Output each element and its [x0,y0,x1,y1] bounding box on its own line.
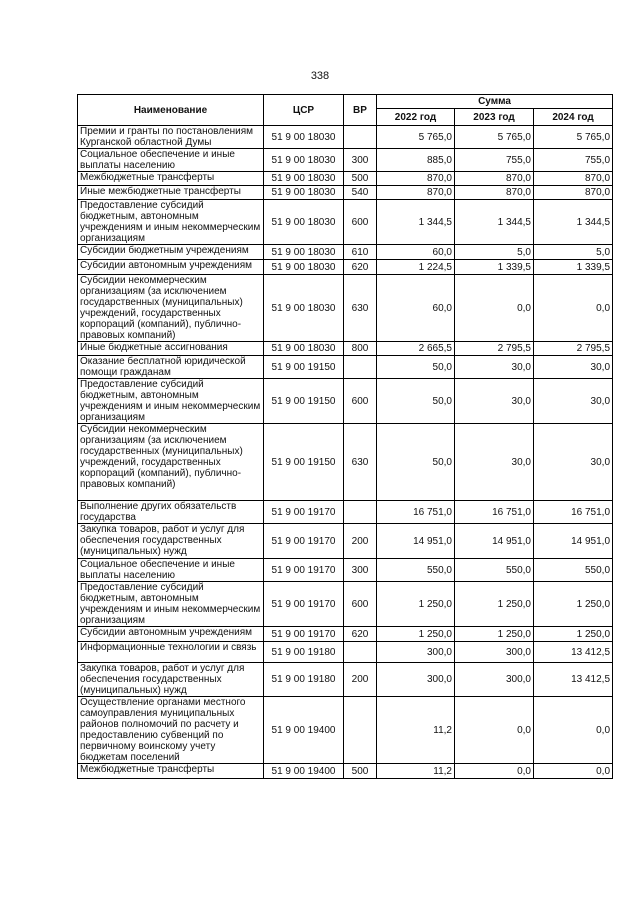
row-2022-cell: 60,0 [377,275,455,342]
row-2023-cell: 5,0 [455,245,534,260]
row-2024-cell: 0,0 [534,764,613,779]
row-vr-cell: 600 [344,379,377,424]
row-2024-cell: 1 344,5 [534,200,613,245]
row-2023-cell: 16 751,0 [455,501,534,524]
row-vr-cell: 630 [344,275,377,342]
row-name-cell: Иные бюджетные ассигнования [78,342,264,356]
header-year-2022: 2022 год [377,109,455,126]
row-vr-cell: 800 [344,342,377,356]
row-vr-cell [344,697,377,764]
row-2024-cell: 5 765,0 [534,126,613,149]
row-vr-cell: 300 [344,559,377,582]
row-2024-cell: 1 250,0 [534,627,613,642]
row-2024-cell: 870,0 [534,186,613,200]
row-2024-cell: 14 951,0 [534,524,613,559]
table-row [78,501,613,524]
table-row [78,200,613,245]
row-2023-cell: 1 339,5 [455,260,534,275]
row-2024-cell: 0,0 [534,697,613,764]
header-csr: ЦСР [264,95,344,126]
table-header [78,95,613,126]
row-2024-cell: 16 751,0 [534,501,613,524]
row-2022-cell: 550,0 [377,559,455,582]
table-row [78,627,613,642]
row-2024-cell: 5,0 [534,245,613,260]
row-2022-cell: 14 951,0 [377,524,455,559]
row-name-cell: Оказание бесплатной юридической помощи гражданам [78,356,264,379]
row-name-cell: Выполнение других обязательств государства [78,501,264,524]
row-csr-cell: 51 9 00 19150 [264,424,344,501]
row-2024-cell: 870,0 [534,172,613,186]
row-vr-cell: 610 [344,245,377,260]
header-year-2023: 2023 год [455,109,534,126]
row-name-cell: Межбюджетные трансферты [78,172,264,186]
row-csr-cell: 51 9 00 19170 [264,524,344,559]
row-2024-cell: 550,0 [534,559,613,582]
row-2023-cell: 0,0 [455,764,534,779]
row-2023-cell: 30,0 [455,356,534,379]
row-2023-cell: 30,0 [455,379,534,424]
row-2024-cell: 13 412,5 [534,642,613,663]
table-row [78,424,613,501]
row-2024-cell: 30,0 [534,379,613,424]
table-row [78,149,613,172]
row-2024-cell: 1 250,0 [534,582,613,627]
row-name-cell: Предоставление субсидий бюджетным, автономным учреждениям и иным некоммерческим организациям [78,582,264,627]
header-vr: ВР [344,95,377,126]
row-name-cell: Иные межбюджетные трансферты [78,186,264,200]
row-2024-cell: 0,0 [534,275,613,342]
row-2022-cell: 1 224,5 [377,260,455,275]
table-row [78,582,613,627]
row-vr-cell [344,642,377,663]
table-row [78,126,613,149]
row-name-cell: Субсидии автономным учреждениям [78,260,264,275]
row-name-cell: Субсидии некоммерческим организациям (за исключением государственных (муниципальных) учреждений, государственных корпораций (компаний), публично-правовых компаний) [78,424,264,501]
row-2023-cell: 0,0 [455,697,534,764]
row-vr-cell: 620 [344,260,377,275]
row-vr-cell [344,501,377,524]
row-csr-cell: 51 9 00 19150 [264,356,344,379]
row-2023-cell: 870,0 [455,172,534,186]
table-row [78,559,613,582]
row-vr-cell: 500 [344,172,377,186]
table-row [78,172,613,186]
row-2022-cell: 16 751,0 [377,501,455,524]
row-csr-cell: 51 9 00 19150 [264,379,344,424]
header-name: Наименование [78,95,264,126]
row-2022-cell: 870,0 [377,172,455,186]
row-csr-cell: 51 9 00 18030 [264,342,344,356]
row-2023-cell: 1 250,0 [455,582,534,627]
row-2022-cell: 2 665,5 [377,342,455,356]
header-year-2024: 2024 год [534,109,613,126]
table-row [78,642,613,663]
row-2022-cell: 300,0 [377,663,455,697]
row-csr-cell: 51 9 00 19170 [264,501,344,524]
row-2022-cell: 885,0 [377,149,455,172]
row-csr-cell: 51 9 00 19180 [264,642,344,663]
table-row [78,275,613,342]
row-2023-cell: 30,0 [455,424,534,501]
table-row [78,524,613,559]
row-2022-cell: 300,0 [377,642,455,663]
table-row [78,697,613,764]
row-name-cell: Закупка товаров, работ и услуг для обеспечения государственных (муниципальных) нужд [78,663,264,697]
row-csr-cell: 51 9 00 18030 [264,149,344,172]
row-name-cell: Социальное обеспечение и иные выплаты населению [78,149,264,172]
row-name-cell: Субсидии бюджетным учреждениям [78,245,264,260]
row-2023-cell: 755,0 [455,149,534,172]
row-2022-cell: 50,0 [377,379,455,424]
row-2022-cell: 5 765,0 [377,126,455,149]
table-row [78,379,613,424]
row-2022-cell: 1 344,5 [377,200,455,245]
row-name-cell: Осуществление органами местного самоуправления муниципальных районов полномочий по расчету и предоставлению субвенций по первичному воинскому учету бюджетам поселений [78,697,264,764]
row-2022-cell: 60,0 [377,245,455,260]
table-row [78,342,613,356]
row-vr-cell [344,356,377,379]
row-csr-cell: 51 9 00 18030 [264,186,344,200]
row-2022-cell: 11,2 [377,764,455,779]
row-2023-cell: 300,0 [455,663,534,697]
budget-table [77,94,613,779]
page-number: 338 [310,70,330,82]
row-csr-cell: 51 9 00 19180 [264,663,344,697]
table-row [78,245,613,260]
row-2022-cell: 11,2 [377,697,455,764]
row-name-cell: Предоставление субсидий бюджетным, автономным учреждениям и иным некоммерческим организациям [78,200,264,245]
row-2022-cell: 50,0 [377,356,455,379]
row-csr-cell: 51 9 00 18030 [264,200,344,245]
row-vr-cell: 600 [344,200,377,245]
row-vr-cell: 630 [344,424,377,501]
row-name-cell: Субсидии автономным учреждениям [78,627,264,642]
row-csr-cell: 51 9 00 18030 [264,245,344,260]
row-name-cell: Межбюджетные трансферты [78,764,264,779]
row-csr-cell: 51 9 00 19400 [264,697,344,764]
row-vr-cell: 600 [344,582,377,627]
table-body [78,126,613,779]
row-csr-cell: 51 9 00 19170 [264,582,344,627]
row-name-cell: Субсидии некоммерческим организациям (за исключением государственных (муниципальных) учреждений, государственных корпораций (компаний), публично-правовых компаний) [78,275,264,342]
table-row [78,356,613,379]
row-2024-cell: 755,0 [534,149,613,172]
row-2023-cell: 870,0 [455,186,534,200]
row-csr-cell: 51 9 00 18030 [264,275,344,342]
table-row [78,663,613,697]
row-name-cell: Премии и гранты по постановлениям Курганской областной Думы [78,126,264,149]
row-csr-cell: 51 9 00 18030 [264,172,344,186]
row-csr-cell: 51 9 00 19170 [264,627,344,642]
row-vr-cell: 540 [344,186,377,200]
row-2023-cell: 14 951,0 [455,524,534,559]
row-name-cell: Закупка товаров, работ и услуг для обеспечения государственных (муниципальных) нужд [78,524,264,559]
row-2024-cell: 30,0 [534,356,613,379]
row-2024-cell: 30,0 [534,424,613,501]
row-name-cell: Предоставление субсидий бюджетным, автономным учреждениям и иным некоммерческим организациям [78,379,264,424]
row-2023-cell: 1 250,0 [455,627,534,642]
row-2024-cell: 13 412,5 [534,663,613,697]
header-sum: Сумма [377,95,613,109]
row-vr-cell: 300 [344,149,377,172]
row-2022-cell: 870,0 [377,186,455,200]
row-csr-cell: 51 9 00 18030 [264,260,344,275]
row-2022-cell: 1 250,0 [377,627,455,642]
row-2023-cell: 2 795,5 [455,342,534,356]
row-csr-cell: 51 9 00 18030 [264,126,344,149]
row-2024-cell: 2 795,5 [534,342,613,356]
row-2023-cell: 550,0 [455,559,534,582]
table-row [78,260,613,275]
row-2023-cell: 0,0 [455,275,534,342]
row-name-cell: Социальное обеспечение и иные выплаты населению [78,559,264,582]
row-2022-cell: 1 250,0 [377,582,455,627]
table-row [78,186,613,200]
row-2024-cell: 1 339,5 [534,260,613,275]
row-csr-cell: 51 9 00 19400 [264,764,344,779]
row-vr-cell: 620 [344,627,377,642]
row-vr-cell [344,126,377,149]
table-row [78,764,613,779]
row-vr-cell: 200 [344,663,377,697]
row-2023-cell: 300,0 [455,642,534,663]
row-2022-cell: 50,0 [377,424,455,501]
row-csr-cell: 51 9 00 19170 [264,559,344,582]
row-vr-cell: 500 [344,764,377,779]
row-2023-cell: 5 765,0 [455,126,534,149]
row-vr-cell: 200 [344,524,377,559]
row-2023-cell: 1 344,5 [455,200,534,245]
row-name-cell: Информационные технологии и связь [78,642,264,663]
